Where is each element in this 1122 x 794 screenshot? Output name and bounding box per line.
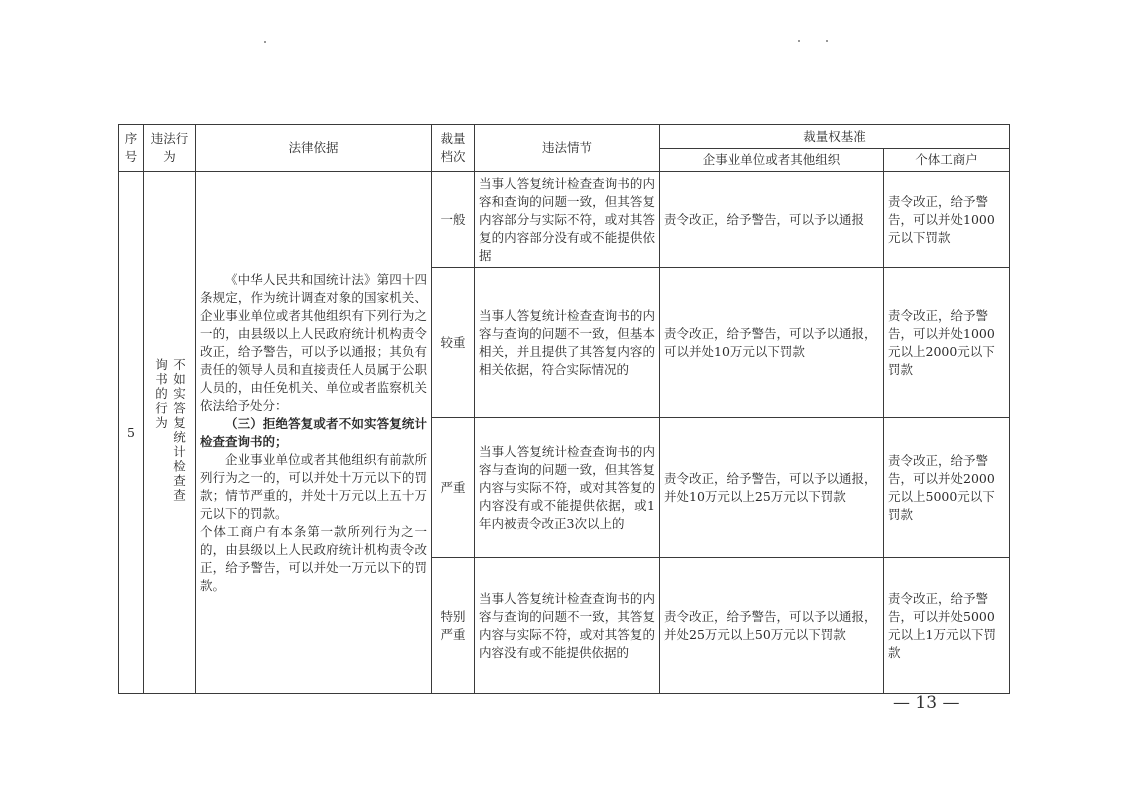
scan-speck xyxy=(264,41,266,43)
plot-cell: 当事人答复统计检查查询书的内容和查询的问题一致，但其答复内容部分与实际不符，或对其答复的内容部分没有或不能提供依据 xyxy=(475,172,660,268)
row-basis xyxy=(196,172,432,694)
basis-para-1: 《中华人民共和国统计法》第四十四条规定，作为统计调查对象的国家机关、企业事业单位或者其他组织有下列行为之一的，由县级以上人民政府统计机构责令改正，给予警告，可以予以通报；其负有责任的领导人员和直接责任人员属于公职人员的，由任免机关、单位或者监察机关依法给予处分： xyxy=(200,271,427,413)
plot-cell: 当事人答复统计检查查询书的内容与查询的问题不一致，其答复内容与实际不符，或对其答复的内容没有或不能提供依据的 xyxy=(475,558,660,694)
header-basis: 法律依据 xyxy=(196,125,432,172)
level-cell: 严重 xyxy=(432,418,475,558)
org-penalty-cell: 责令改正，给予警告，可以予以通报 xyxy=(660,172,884,268)
basis-para-4: 个体工商户有本条第一款所列行为之一的，由县级以上人民政府统计机构责令改正，给予警告，可以并处一万元以下的罚款。 xyxy=(200,523,427,593)
level-cell: 较重 xyxy=(432,268,475,418)
scan-speck xyxy=(826,40,828,42)
header-individual: 个体工商户 xyxy=(884,149,1010,172)
discretion-table xyxy=(118,124,1010,694)
header-seq: 序号 xyxy=(119,125,144,172)
individual-penalty-cell: 责令改正，给予警告，可以并处1000元以下罚款 xyxy=(884,172,1010,268)
header-benchmark: 裁量权基准 xyxy=(660,125,1010,149)
basis-para-3: 企业事业单位或者其他组织有前款所列行为之一的，可以并处十万元以下的罚款；情节严重的，并处十万元以上五十万元以下的罚款。 xyxy=(200,451,427,521)
org-penalty-cell: 责令改正，给予警告，可以予以通报，可以并处10万元以下罚款 xyxy=(660,268,884,418)
header-plot: 违法情节 xyxy=(475,125,660,172)
plot-cell: 当事人答复统计检查查询书的内容与查询的问题一致，但其答复内容与实际不符，或对其答复的内容没有或不能提供依据，或1年内被责令改正3次以上的 xyxy=(475,418,660,558)
individual-penalty-cell: 责令改正，给予警告，可以并处1000元以上2000元以下罚款 xyxy=(884,268,1010,418)
table-row xyxy=(119,172,1010,268)
header-act: 违法行为 xyxy=(144,125,196,172)
row-act-text: 不如实答复统计检查查询书的行为 xyxy=(153,357,187,503)
level-cell: 一般 xyxy=(432,172,475,268)
scan-speck xyxy=(798,40,800,42)
individual-penalty-cell: 责令改正，给予警告，可以并处5000元以上1万元以下罚款 xyxy=(884,558,1010,694)
plot-cell: 当事人答复统计检查查询书的内容与查询的问题不一致，但基本相关，并且提供了其答复内容的相关依据，符合实际情况的 xyxy=(475,268,660,418)
org-penalty-cell: 责令改正，给予警告，可以予以通报，并处10万元以上25万元以下罚款 xyxy=(660,418,884,558)
header-level: 裁量档次 xyxy=(432,125,475,172)
individual-penalty-cell: 责令改正，给予警告，可以并处2000元以上5000元以下罚款 xyxy=(884,418,1010,558)
header-row-1 xyxy=(119,125,1010,149)
page-number: — 13 — xyxy=(893,693,960,713)
basis-para-2: （三）拒绝答复或者不如实答复统计检查查询书的； xyxy=(200,415,427,449)
row-seq: 5 xyxy=(119,172,144,694)
org-penalty-cell: 责令改正，给予警告，可以予以通报，并处25万元以上50万元以下罚款 xyxy=(660,558,884,694)
level-cell: 特别严重 xyxy=(432,558,475,694)
header-org: 企事业单位或者其他组织 xyxy=(660,149,884,172)
row-act xyxy=(144,172,196,694)
